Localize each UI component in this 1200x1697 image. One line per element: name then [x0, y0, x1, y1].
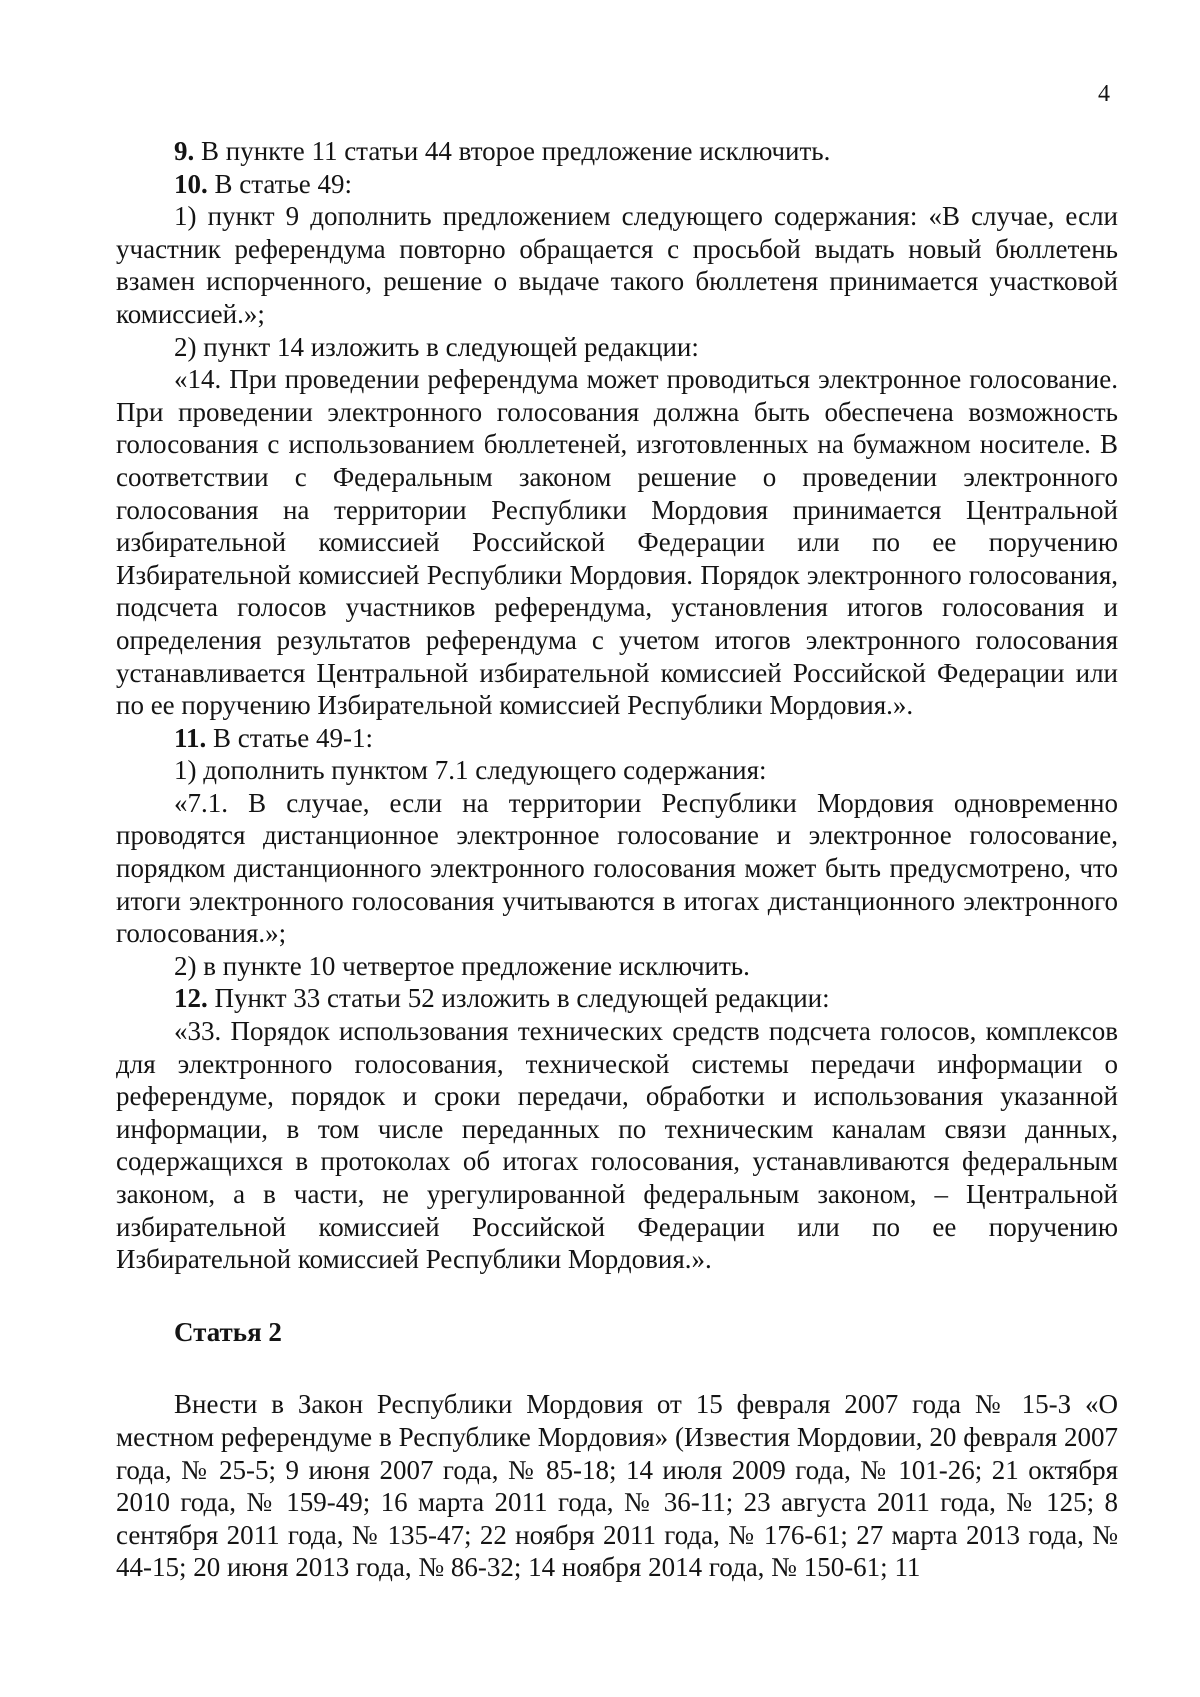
subitem-10-1: 1) пункт 9 дополнить предложением следующего содержания: «В случае, если участник референдума повторно обращается с просьбой выдать новый бюллетень взамен испорченного, решение о выдаче такого бюллетеня принимается участковой комиссией.»; — [116, 201, 1118, 329]
quoted-paragraph: «33. Порядок использования технических средств подсчета голосов, комплексов для электронного голосования, технической системы передачи информации о референдуме, порядок и сроки передачи, обработки и использования указанной информации, в том числе переданных по техническим каналам связи данных, содержащихся в протоколах об итогах голосования, устанавливаются федеральным законом, а в части, не урегулированной федеральным законом, – Центральной избирательной комиссией Российской Федерации или по ее поручению Избирательной комиссией Республики Мордовия.». — [116, 1016, 1118, 1275]
item-11 — [116, 722, 1118, 755]
item-text: Пункт 33 статьи 52 изложить в следующей редакции: — [207, 983, 830, 1014]
subitem-11-1: 1) дополнить пунктом 7.1 следующего содержания: — [174, 755, 767, 786]
item-number: 11. — [174, 722, 207, 753]
quoted-paragraph: «14. При проведении референдума может проводиться электронное голосование. При проведении электронного голосования должна быть обеспечена возможность голосования с использованием бюллетеней, изготовленных на бумажном носителе. В соответствии с Федеральным законом решение о проведении электронного голосования на территории Республики Мордовия принимается Центральной избирательной комиссией Российской Федерации или по ее поручению Избирательной комиссией Республики Мордовия. Порядок электронного голосования, подсчета голосов участников референдума, установления итогов голосования и определения результатов референдума с учетом итогов электронного голосования устанавливается Центральной избирательной комиссией Российской Федерации или по ее поручению Избирательной комиссией Республики Мордовия.». — [116, 364, 1118, 721]
document-body — [116, 135, 1118, 1584]
item-text: В статье 49-1: — [206, 722, 374, 753]
item-number: 9. — [174, 136, 195, 166]
subitem-11-2: 2) в пункте 10 четвертое предложение исключить. — [174, 950, 750, 981]
page-number: 4 — [1098, 81, 1110, 107]
article-2-text: Внести в Закон Республики Мордовия от 15 февраля 2007 года № 15-З «О местном референдуме в Республике Мордовия» (Известия Мордовии, 20 февраля 2007 года, № 25-5; 9 июня 2007 года, № 85-18; 14 июля 2009 года, № 101-26; 21 октября 2010 года, № 159-49; 16 марта 2011 года, № 36-11; 23 августа 2011 года, № 125; 8 сентября 2011 года, № 135-47; 22 ноября 2011 года, № 176-61; 27 марта 2013 года, № 44-15; 20 июня 2013 года, № 86-32; 14 ноября 2014 года, № 150-61; 11 — [116, 1389, 1118, 1583]
item-9 — [116, 135, 1118, 168]
item-12 — [116, 982, 1118, 1015]
subitem-10-2: 2) пункт 14 изложить в следующей редакции: — [174, 331, 699, 362]
quoted-paragraph: «7.1. В случае, если на территории Республики Мордовия одновременно проводятся дистанционное электронное голосование и электронное голосование, порядком дистанционного электронного голосования может быть предусмотрено, что итоги электронного голосования учитываются в итогах дистанционного электронного голосования.»; — [116, 787, 1118, 949]
item-10 — [116, 168, 1118, 201]
item-number: 12. — [174, 983, 208, 1014]
item-text: В статье 49: — [207, 168, 353, 199]
article-heading: Статья 2 — [174, 1316, 282, 1347]
item-text: В пункте 11 статьи 44 второе предложение исключить. — [194, 136, 831, 166]
item-number: 10. — [174, 168, 208, 199]
